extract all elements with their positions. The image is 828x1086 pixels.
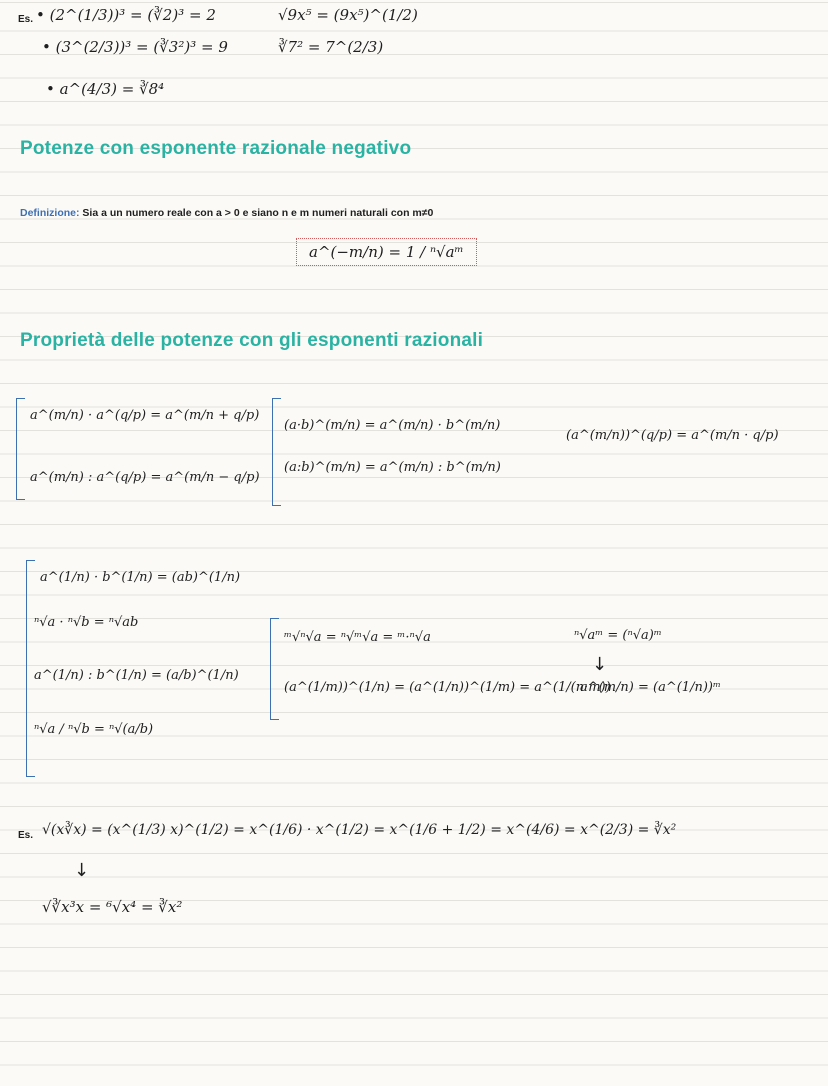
prop-power-of-power: (a^(m/n))^(q/p) = a^(m/n · q/p) (566, 428, 779, 443)
arrow-down-icon-bottom: ↓ (74, 860, 90, 881)
es-label-top: Es. (18, 14, 34, 25)
example-line-2: • (3^(2/3))³ = (∛3²)³ = 9 (42, 38, 228, 56)
definition-line (20, 207, 433, 219)
arrow-down-icon: ↓ (592, 654, 608, 675)
bottom-example-line-2: √∛x³x = ⁶√x⁴ = ∛x² (42, 898, 183, 916)
definition-formula: a^(−m/n) = 1 / ⁿ√aᵐ (309, 243, 464, 261)
bottom-example-line-1: √(x∛x) = (x^(1/3) x)^(1/2) = x^(1/6) · x^(1/2) = x^(1/6 + 1/2) = x^(4/6) = x^(2/3) = ∛x² (42, 822, 677, 838)
prop-nested-roots: ᵐ√ⁿ√a = ⁿ√ᵐ√a = ᵐ·ⁿ√a (284, 630, 431, 645)
prop-quotient-power: (a:b)^(m/n) = a^(m/n) : b^(m/n) (284, 460, 501, 475)
es-label-bottom: Es. (18, 830, 34, 841)
section-title-negative: Potenze con esponente razionale negativo (20, 138, 412, 159)
bracket-group-2 (272, 398, 281, 506)
prop-root-product: ⁿ√a · ⁿ√b = ⁿ√ab (34, 615, 139, 630)
prop-quotient-same-base: a^(m/n) : a^(q/p) = a^(m/n − q/p) (30, 470, 260, 485)
section-title-properties: Proprietà delle potenze con gli esponenti razionali (20, 330, 484, 351)
example-line-3: • a^(4/3) = ∛8⁴ (46, 80, 165, 98)
definition-label: Definizione: (20, 207, 80, 219)
prop-root-quotient: ⁿ√a / ⁿ√b = ⁿ√(a/b) (34, 722, 154, 737)
prop-root-power: ⁿ√aᵐ = (ⁿ√a)ᵐ (574, 628, 662, 643)
example-right-2: ∛7² = 7^(2/3) (278, 38, 384, 56)
prop-product-same-base: a^(m/n) · a^(q/p) = a^(m/n + q/p) (30, 408, 260, 423)
bracket-group-5 (270, 618, 279, 720)
prop-exp-power: a^(m/n) = (a^(1/n))ᵐ (580, 680, 721, 695)
prop-product-power: (a·b)^(m/n) = a^(m/n) · b^(m/n) (284, 418, 501, 433)
prop-root-quotient-exp: a^(1/n) : b^(1/n) = (a/b)^(1/n) (34, 668, 239, 683)
definition-formula-box (296, 238, 477, 266)
prop-nested-exponents: (a^(1/m))^(1/n) = (a^(1/n))^(1/m) = a^(1/(n·m)) (284, 680, 611, 695)
example-line-1: • (2^(1/3))³ = (∛2)³ = 2 (36, 6, 216, 24)
bracket-group-1 (16, 398, 25, 500)
definition-text: Sia a un numero reale con a > 0 e siano n e m numeri naturali con m≠0 (82, 207, 434, 219)
example-right-1: √9x⁵ = (9x⁵)^(1/2) (278, 6, 418, 24)
prop-root-product-exp: a^(1/n) · b^(1/n) = (ab)^(1/n) (40, 570, 241, 585)
